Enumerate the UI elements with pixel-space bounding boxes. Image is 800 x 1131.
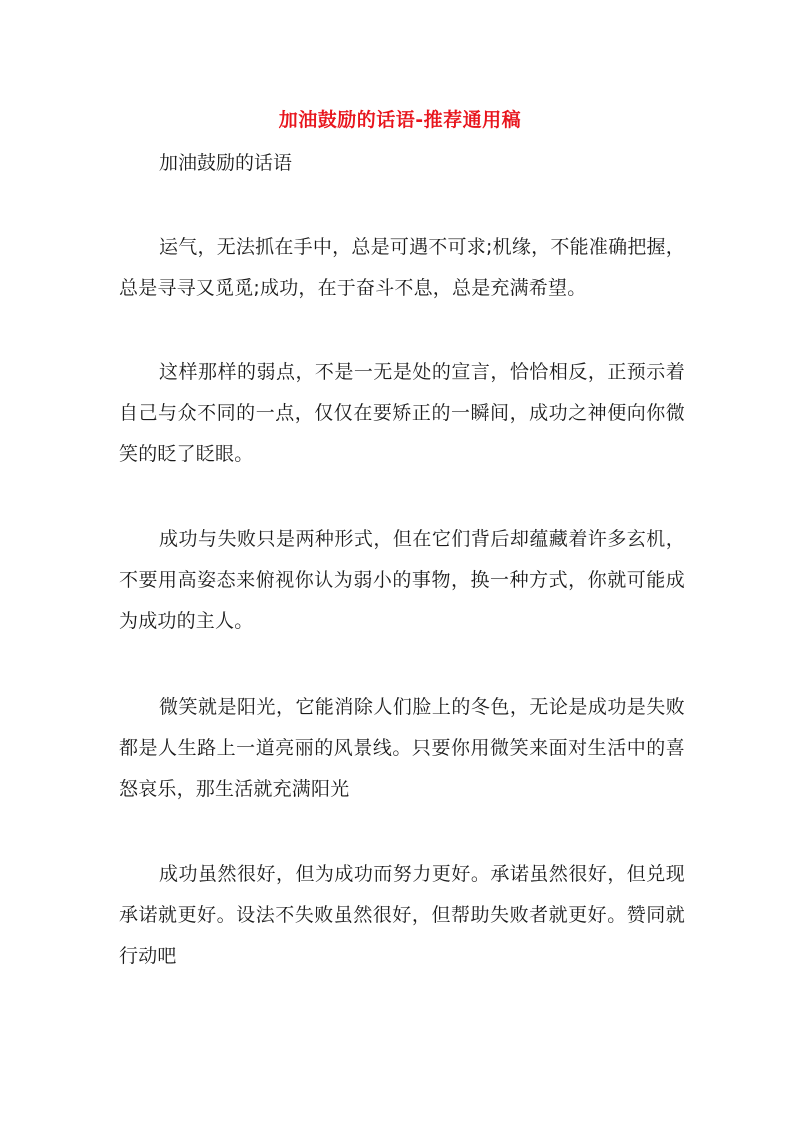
paragraph-4: 微笑就是阳光，它能消除人们脸上的冬色，无论是成功是失败都是人生路上一道亮丽的风景线。只要你用微笑来面对生活中的喜怒哀乐，那生活就充满阳光 <box>119 696 685 800</box>
paragraph-3: 成功与失败只是两种形式，但在它们背后却蕴藏着许多玄机，不要用高姿态来俯视你认为弱小的事物，换一种方式，你就可能成为成功的主人。 <box>119 528 685 632</box>
paragraph-5: 成功虽然很好，但为成功而努力更好。承诺虽然很好，但兑现承诺就更好。设法不失败虽然很好，但帮助失败者就更好。赞同就行动吧 <box>119 863 685 967</box>
paragraph-2: 这样那样的弱点，不是一无是处的宣言，恰恰相反，正预示着自己与众不同的一点，仅仅在要矫正的一瞬间，成功之神便向你微笑的眨了眨眼。 <box>119 361 685 465</box>
document-subtitle: 加油鼓励的话语 <box>159 152 293 174</box>
document-title: 加油鼓励的话语-推荐通用稿 <box>278 109 522 131</box>
paragraph-1: 运气，无法抓在手中，总是可遇不可求;机缘，不能准确把握，总是寻寻又觅觅;成功，在于奋斗不息，总是充满希望。 <box>119 236 685 299</box>
